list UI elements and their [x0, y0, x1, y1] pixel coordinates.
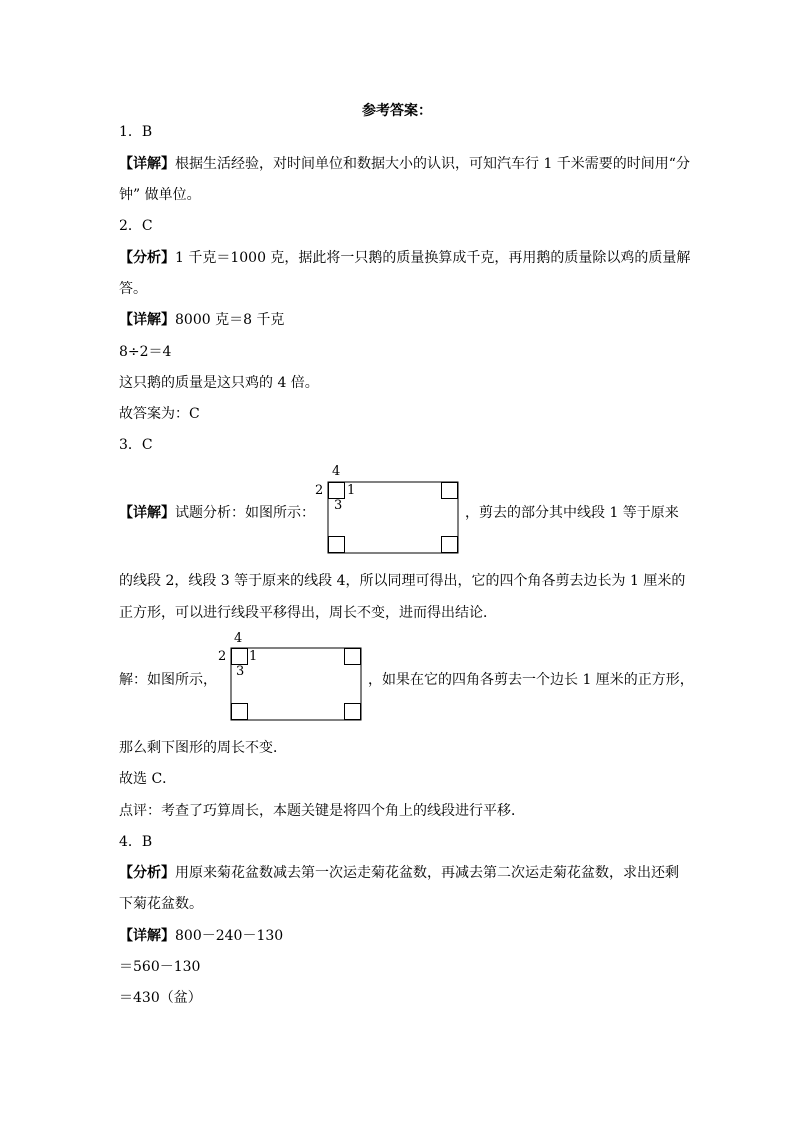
q4-detail	[119, 928, 283, 944]
q4-analysis	[119, 865, 679, 881]
q3-solution-after: ，如果在它的四角各剪去一个边长 1 厘米的正方形，	[368, 672, 694, 688]
q3-detail-lead	[119, 505, 315, 521]
q1-number: 1．B	[119, 124, 153, 140]
q4-number: 4．B	[119, 834, 153, 850]
segment-label-3: 3	[236, 664, 245, 679]
q2-answer: 故答案为：C	[119, 406, 200, 422]
q3-number: 3．C	[119, 437, 153, 453]
q3-choose: 故选 C．	[119, 771, 177, 787]
q3-detail-line3: 正方形，可以进行线段平移得出，周长不变，进而得出结论．	[119, 605, 497, 621]
segment-label-3: 3	[334, 498, 343, 513]
q3-comment: 点评：考查了巧算周长，本题关键是将四个角上的线段进行平移．	[119, 803, 525, 819]
segment-label-2: 2	[218, 649, 227, 664]
segment-label-1: 1	[249, 649, 258, 664]
q1-detail-text: 根据生活经验，对时间单位和数据大小的认识，可知汽车行 1 千米需要的时间用“分	[175, 156, 690, 172]
q3-solution-line2: 那么剩下图形的周长不变．	[119, 740, 287, 756]
q4-detail-text: 800－240－130	[175, 928, 284, 944]
q1-detail-tag: 【详解】	[119, 156, 175, 172]
segment-label-4: 4	[332, 464, 341, 479]
q4-analysis-tag: 【分析】	[119, 865, 175, 881]
answer-key-title: 参考答案：	[362, 103, 432, 119]
q2-calc: 8÷2＝4	[119, 344, 172, 360]
q1-detail-cont: 钟” 做单位。	[119, 187, 201, 203]
q2-detail-text: 8000 克＝8 千克	[175, 312, 285, 328]
q4-step1: ＝560－130	[119, 959, 201, 975]
rectangle-figure-1	[312, 462, 462, 557]
q2-number: 2．C	[119, 218, 153, 234]
q4-analysis-cont: 下菊花盆数。	[119, 896, 203, 912]
corner-square-tr	[442, 483, 458, 499]
corner-square-br	[442, 537, 458, 553]
q2-analysis-tag: 【分析】	[119, 250, 175, 266]
q2-detail-tag: 【详解】	[119, 312, 175, 328]
q2-conclusion: 这只鹅的质量是这只鸡的 4 倍。	[119, 375, 319, 391]
q2-analysis	[119, 250, 690, 266]
q3-detail-after: ，剪去的部分其中线段 1 等于原来	[465, 505, 679, 521]
corner-square-br	[345, 704, 361, 720]
q3-detail-line2: 的线段 2，线段 3 等于原来的线段 4，所以同理可得出，它的四个角各剪去边长为 1 厘米的	[119, 573, 686, 589]
q3-detail-text: 试题分析：如图所示：	[175, 505, 315, 521]
segment-label-1: 1	[347, 483, 356, 498]
q3-detail-tag: 【详解】	[119, 505, 175, 521]
q1-detail	[119, 156, 690, 172]
q3-solution-lead: 解：如图所示，	[119, 672, 217, 688]
q4-detail-tag: 【详解】	[119, 928, 175, 944]
corner-square-tl	[329, 483, 345, 499]
rectangle-figure-2	[216, 630, 366, 725]
segment-label-4: 4	[234, 631, 243, 646]
corner-square-tl	[232, 649, 248, 665]
q4-analysis-text: 用原来菊花盆数减去第一次运走菊花盆数，再减去第二次运走菊花盆数，求出还剩	[175, 865, 679, 881]
corner-square-bl	[232, 704, 248, 720]
q2-analysis-text: 1 千克＝1000 克，据此将一只鹅的质量换算成千克，再用鹅的质量除以鸡的质量解	[175, 250, 691, 266]
segment-label-2: 2	[315, 483, 324, 498]
corner-square-bl	[329, 537, 345, 553]
q2-analysis-cont: 答。	[119, 281, 147, 297]
q4-step2: ＝430（盆）	[119, 990, 202, 1006]
q2-detail	[119, 312, 284, 328]
corner-square-tr	[345, 649, 361, 665]
